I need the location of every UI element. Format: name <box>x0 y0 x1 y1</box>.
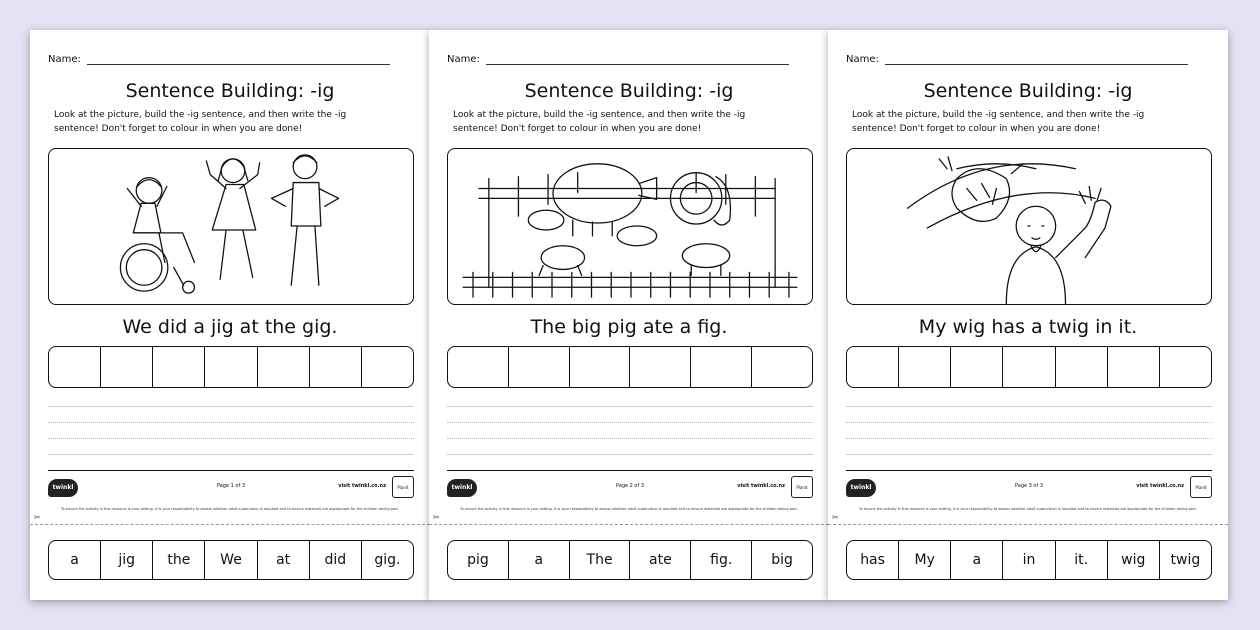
handwriting-lines[interactable] <box>447 406 813 470</box>
name-field[interactable] <box>87 55 390 65</box>
disclaimer: To ensure the activity in this resource is your setting, it is your responsibility to assess whether adult supervision is required and to ensure materials are appropriate for the children taking part. <box>459 507 798 511</box>
disclaimer: To ensure the activity in this resource is your setting, it is your responsibility to assess whether adult supervision is required and to ensure materials are appropriate for the children taking part. <box>858 507 1197 511</box>
word-box[interactable] <box>752 347 812 387</box>
twinkl-logo: twinkl <box>846 479 876 497</box>
planit-badge: Planit <box>392 476 414 498</box>
footer <box>48 470 414 500</box>
cut-out-words <box>846 540 1212 580</box>
site-link: visit twinkl.co.nz <box>338 483 386 489</box>
name-row <box>48 54 390 65</box>
page-title: Sentence Building: -ig <box>125 80 335 102</box>
site-link: visit twinkl.co.nz <box>737 483 785 489</box>
worksheet-page-1 <box>30 30 430 600</box>
instructions: Look at the picture, build the -ig sentence, and then write the -ig sentence! Don't forget to colour in when you are done! <box>453 110 746 134</box>
handwriting-lines[interactable] <box>48 406 414 470</box>
cut-word[interactable]: at <box>258 541 310 579</box>
word-box[interactable] <box>630 347 691 387</box>
name-label: Name: <box>48 54 81 65</box>
name-row <box>846 54 1188 65</box>
cut-line <box>828 524 1228 525</box>
sentence: We did a jig at the gig. <box>122 316 338 338</box>
twinkl-logo: twinkl <box>447 479 477 497</box>
disclaimer: To ensure the activity in this resource is your setting, it is your responsibility to assess whether adult supervision is required and to ensure materials are appropriate for the children taking part. <box>60 507 399 511</box>
word-box[interactable] <box>1160 347 1211 387</box>
cut-word[interactable]: the <box>153 541 205 579</box>
word-box[interactable] <box>509 347 570 387</box>
cut-word[interactable]: a <box>509 541 570 579</box>
cut-word[interactable]: did <box>310 541 362 579</box>
worksheet-page-2 <box>429 30 829 600</box>
word-box[interactable] <box>1108 347 1160 387</box>
cut-word[interactable]: in <box>1003 541 1055 579</box>
word-boxes[interactable] <box>48 346 414 388</box>
worksheet-page-3 <box>828 30 1228 600</box>
sentence: The big pig ate a fig. <box>530 316 728 338</box>
word-box[interactable] <box>153 347 205 387</box>
footer <box>447 470 813 500</box>
scissors-icon: ✂ <box>34 513 41 522</box>
word-box[interactable] <box>205 347 257 387</box>
word-box[interactable] <box>570 347 631 387</box>
word-box[interactable] <box>310 347 362 387</box>
handwriting-lines[interactable] <box>846 406 1212 470</box>
name-label: Name: <box>846 54 879 65</box>
word-boxes[interactable] <box>447 346 813 388</box>
word-box[interactable] <box>101 347 153 387</box>
scissors-icon: ✂ <box>433 513 440 522</box>
cut-word[interactable]: has <box>847 541 899 579</box>
cut-word[interactable]: My <box>899 541 951 579</box>
cut-word[interactable]: jig <box>101 541 153 579</box>
picture-wig-in-wind <box>846 148 1212 305</box>
cut-word[interactable]: gig. <box>374 552 401 568</box>
picture-pig-pen <box>447 148 813 305</box>
word-box[interactable] <box>362 347 413 387</box>
word-box[interactable] <box>448 347 509 387</box>
cut-word[interactable]: a <box>49 541 101 579</box>
word-box[interactable] <box>1003 347 1055 387</box>
scissors-icon: ✂ <box>832 513 839 522</box>
name-field[interactable] <box>486 55 789 65</box>
word-box[interactable] <box>691 347 752 387</box>
footer <box>846 470 1212 500</box>
page-number: Page 2 of 3 <box>615 483 645 489</box>
planit-badge: Planit <box>1190 476 1212 498</box>
page-title: Sentence Building: -ig <box>524 80 734 102</box>
word-boxes[interactable] <box>846 346 1212 388</box>
page-title: Sentence Building: -ig <box>923 80 1133 102</box>
cut-line <box>30 524 430 525</box>
name-field[interactable] <box>885 55 1188 65</box>
twinkl-logo: twinkl <box>48 479 78 497</box>
cut-word[interactable]: ate <box>630 541 691 579</box>
word-box[interactable] <box>899 347 951 387</box>
word-box[interactable] <box>847 347 899 387</box>
cut-word[interactable]: a <box>951 541 1003 579</box>
name-label: Name: <box>447 54 480 65</box>
planit-badge: Planit <box>791 476 813 498</box>
cut-word[interactable]: it. <box>1056 541 1108 579</box>
cut-out-words <box>447 540 813 580</box>
cut-word[interactable]: The <box>570 541 631 579</box>
site-link: visit twinkl.co.nz <box>1136 483 1184 489</box>
word-box[interactable] <box>1056 347 1108 387</box>
cut-word[interactable]: wig <box>1108 541 1160 579</box>
cut-line <box>429 524 829 525</box>
instructions: Look at the picture, build the -ig sentence, and then write the -ig sentence! Don't forget to colour in when you are done! <box>852 110 1145 134</box>
cut-word[interactable]: pig <box>448 541 509 579</box>
page-number: Page 3 of 3 <box>1014 483 1044 489</box>
word-box[interactable] <box>49 347 101 387</box>
page-number: Page 1 of 3 <box>216 483 246 489</box>
cut-word[interactable]: fig. <box>691 541 752 579</box>
name-row <box>447 54 789 65</box>
picture-dancing-children <box>48 148 414 305</box>
sentence: My wig has a twig in it. <box>918 316 1138 338</box>
cut-out-words <box>48 540 414 580</box>
cut-word[interactable]: big <box>771 552 793 568</box>
instructions: Look at the picture, build the -ig sentence, and then write the -ig sentence! Don't forget to colour in when you are done! <box>54 110 347 134</box>
cut-word[interactable]: twig <box>1170 552 1201 568</box>
word-box[interactable] <box>258 347 310 387</box>
cut-word[interactable]: We <box>205 541 257 579</box>
word-box[interactable] <box>951 347 1003 387</box>
